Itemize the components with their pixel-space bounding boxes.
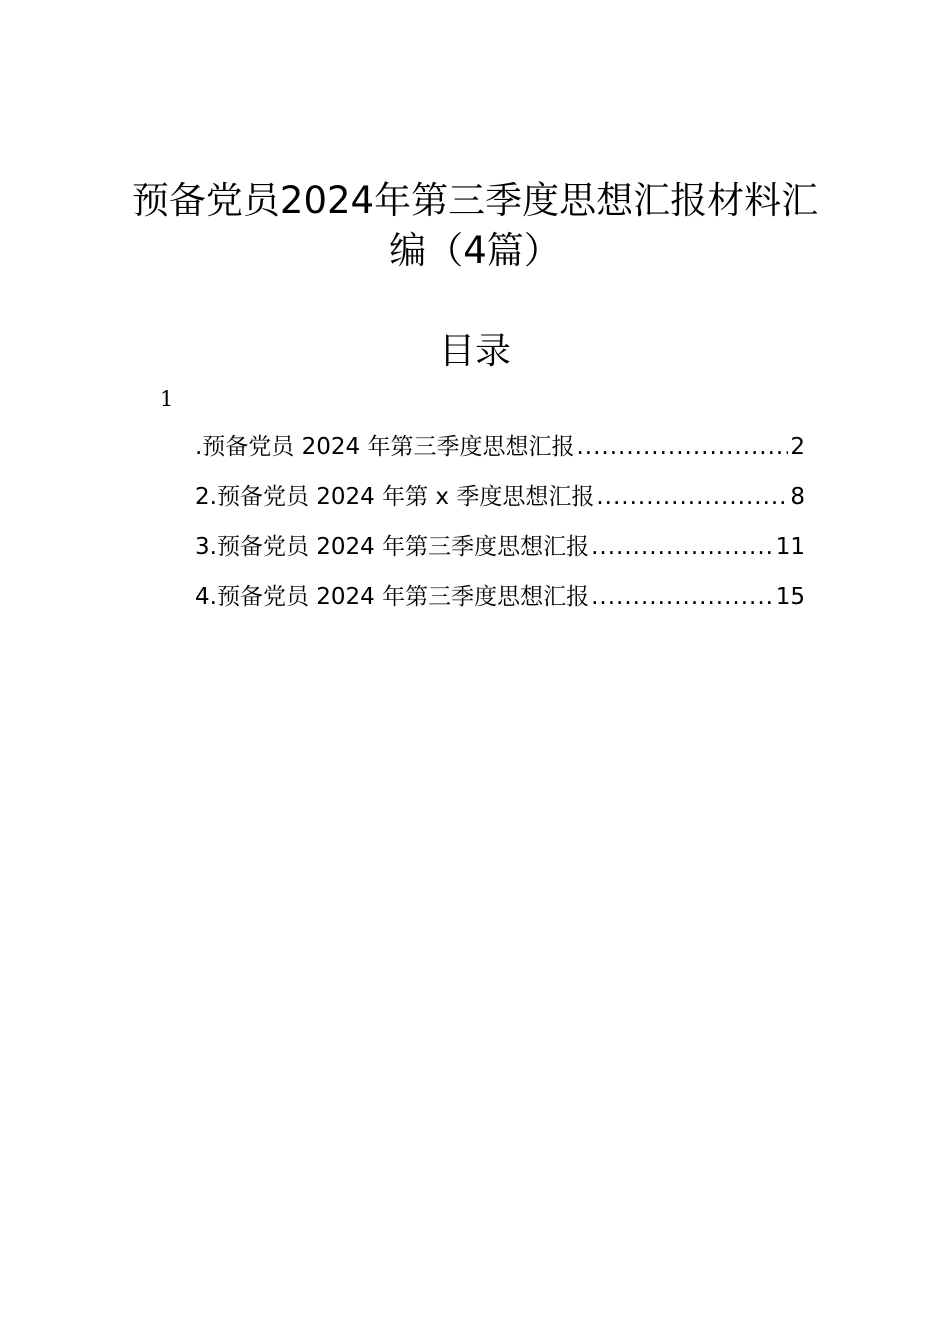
title-line-1: 预备党员2024年第三季度思想汇报材料汇 (131, 179, 819, 222)
title-line-2: 编（4篇） (389, 229, 561, 272)
toc-heading: 目录 (438, 331, 511, 372)
toc-entry[interactable] (195, 430, 805, 464)
toc-entry-label: 2.预备党员 2024 年第 x 季度思想汇报 (195, 484, 595, 510)
toc-entry[interactable] (195, 530, 805, 564)
toc-entry[interactable] (195, 580, 805, 614)
toc-page-number: 11 (775, 534, 805, 560)
toc-entry-label: 3.预备党员 2024 年第三季度思想汇报 (195, 534, 590, 560)
toc-dot-leader (591, 530, 774, 564)
toc-entry-label: 4.预备党员 2024 年第三季度思想汇报 (195, 584, 590, 610)
toc-page-number: 2 (790, 434, 805, 460)
toc-page-number: 8 (790, 484, 805, 510)
toc-dot-leader (596, 480, 788, 514)
toc-dot-leader (576, 430, 788, 464)
toc-entry[interactable] (195, 480, 805, 514)
toc-entry-label: .预备党员 2024 年第三季度思想汇报 (195, 434, 575, 460)
list-number: 1 (160, 387, 174, 411)
toc-page-number: 15 (775, 584, 805, 610)
toc-dot-leader (591, 580, 774, 614)
